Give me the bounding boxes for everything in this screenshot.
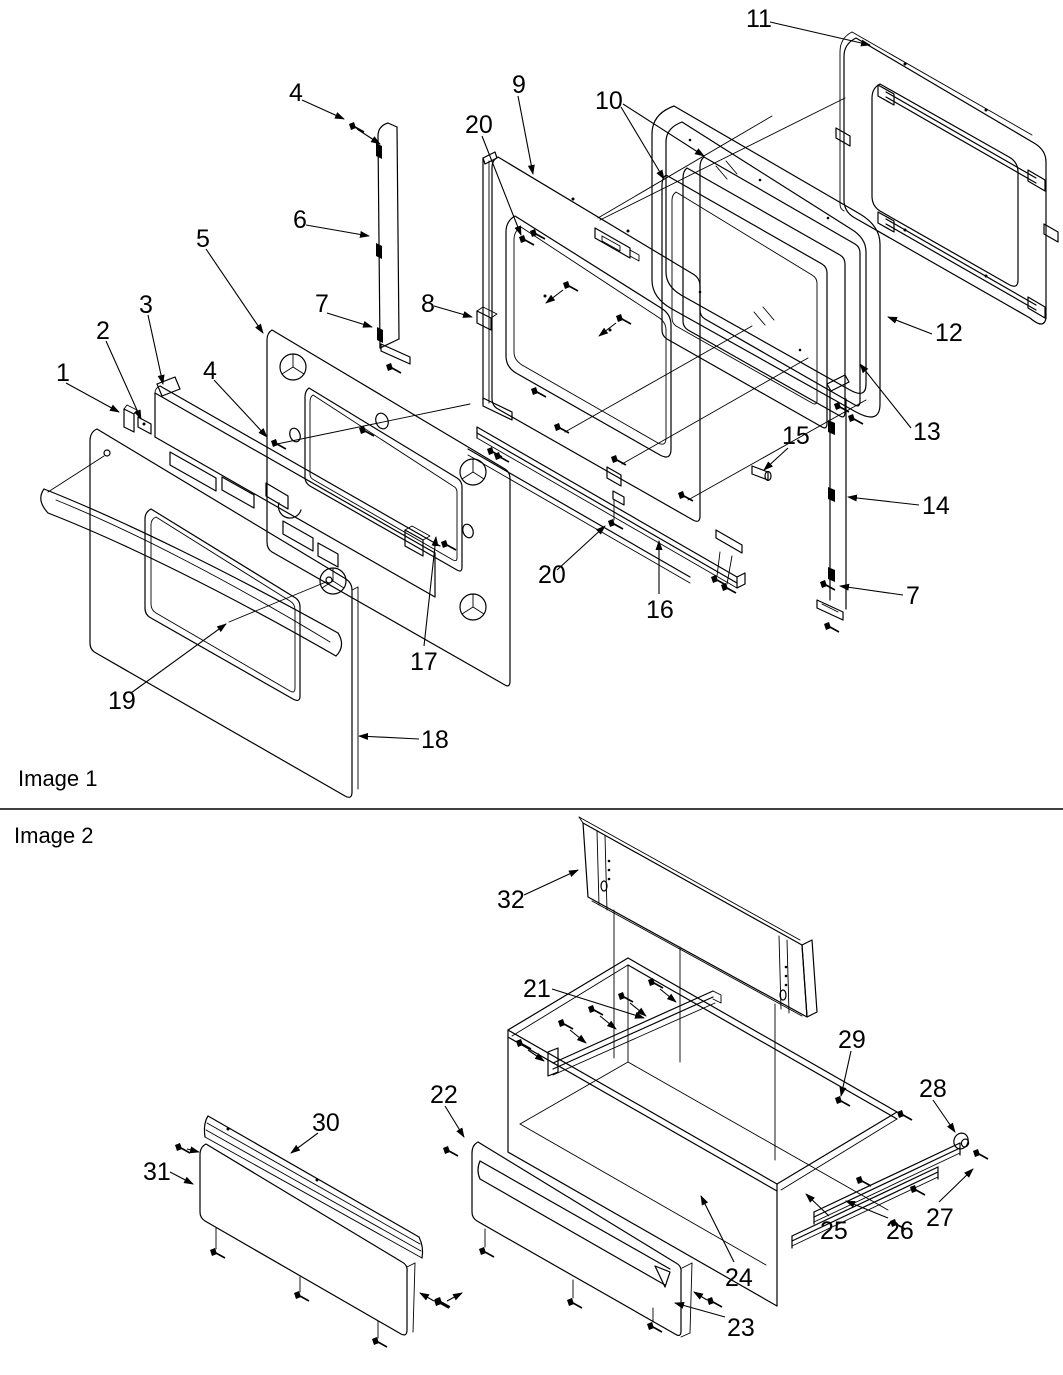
clip-part-2: [138, 417, 151, 434]
screw-icon: [820, 580, 835, 590]
drawer-body: [508, 958, 912, 1306]
outer-door-panel: [41, 429, 358, 797]
shoulder-screw-15: [752, 466, 771, 481]
screw-icon: [616, 314, 631, 324]
screw-icon: [588, 1005, 603, 1015]
alignment-lines: [277, 98, 866, 500]
drawer-front-panel: [435, 1142, 722, 1337]
oven-door-exploded-drawing: [41, 32, 1058, 797]
part-number-label: 7: [315, 290, 329, 318]
part-number-label: 9: [512, 71, 526, 99]
part-number-label: 25: [820, 1217, 848, 1245]
part-number-label: 19: [108, 687, 136, 715]
part-number-label: 29: [838, 1026, 866, 1054]
leader-line: [888, 317, 932, 334]
figure1-caption: Image 1: [18, 766, 98, 791]
part-number-label: 22: [430, 1081, 458, 1109]
door-bottom-foot: [716, 530, 742, 553]
part-number-label: 13: [913, 418, 941, 446]
leader-line: [434, 306, 472, 317]
leader-line: [359, 736, 419, 739]
part-number-label: 20: [538, 561, 566, 589]
screw-icon: [294, 1291, 309, 1301]
screw-icon: [848, 414, 863, 424]
screw-icon: [271, 439, 286, 449]
part-number-label: 31: [143, 1158, 171, 1186]
leader-line: [860, 364, 911, 428]
part-number-label: 5: [196, 225, 210, 253]
part-number-label: 20: [465, 111, 493, 139]
leader-line: [482, 136, 521, 235]
leader-line: [806, 1194, 829, 1216]
part-number-label: 11: [746, 5, 772, 33]
leader-line: [939, 1169, 973, 1202]
screw-icon: [494, 452, 509, 462]
leader-line: [148, 315, 163, 384]
part-number-label: 2: [96, 317, 110, 345]
part-number-label: 16: [646, 596, 674, 624]
inner-door-panel: [477, 152, 742, 593]
screw-icon: [707, 1297, 722, 1307]
storage-drawer-exploded-drawing: [175, 817, 988, 1347]
door-top-trim: [124, 377, 440, 597]
leader-line: [701, 1196, 734, 1262]
part-number-label: 3: [139, 291, 153, 319]
part-number-label: 27: [926, 1204, 954, 1232]
part-number-label: 30: [312, 1109, 340, 1137]
leader-line: [214, 380, 267, 437]
leader-line: [327, 313, 372, 327]
hinge-bracket-17: [405, 523, 475, 556]
part-number-label: 26: [886, 1217, 914, 1245]
screw-icon: [648, 978, 663, 988]
leader-line: [66, 383, 119, 412]
screw-icon: [372, 1337, 387, 1347]
screw-icon: [897, 1110, 912, 1120]
drawer-glide-rails: [792, 1143, 960, 1248]
part-number-label: 15: [782, 422, 810, 450]
leader-line: [170, 1172, 193, 1184]
leader-line: [840, 586, 903, 595]
part-number-label: 4: [289, 79, 303, 107]
screw-icon: [386, 363, 401, 373]
screw-icon: [479, 1247, 494, 1257]
door-latch-bracket: [595, 228, 639, 261]
screw-icon: [618, 992, 633, 1002]
leader-line: [445, 1106, 464, 1137]
door-back-frame: [836, 32, 1058, 324]
left-side-rail: [349, 122, 410, 373]
leader-line: [302, 100, 344, 119]
leader-line: [764, 448, 788, 470]
part-number-label: 12: [935, 319, 963, 347]
part-number-label: 8: [421, 290, 435, 318]
part-number-label: 7: [906, 582, 920, 610]
screw-icon: [824, 622, 839, 632]
front-panel-with-trim: [175, 1116, 449, 1347]
screw-icon: [611, 455, 626, 465]
clip-part-1: [124, 409, 134, 432]
screw-icon: [835, 1096, 850, 1106]
part-number-label: 14: [922, 492, 950, 520]
part-number-label: 17: [410, 648, 438, 676]
screw-icon: [359, 426, 374, 436]
door-gasket: [652, 106, 880, 417]
part-number-label: 28: [919, 1075, 947, 1103]
hinge-channel-left: [477, 152, 512, 420]
part-number-label: 24: [725, 1264, 753, 1292]
leader-line: [357, 129, 380, 144]
screw-icon: [434, 1298, 449, 1308]
screw-icon: [558, 1019, 573, 1029]
part-number-label: 6: [293, 206, 307, 234]
screw-icon: [567, 1298, 582, 1308]
part-number-label: 4: [203, 357, 217, 385]
part-number-label: 1: [56, 359, 70, 387]
leader-line: [524, 870, 578, 895]
part-number-label: 10: [595, 87, 623, 115]
drawer-rear-panel: [579, 817, 817, 1160]
screw-icon: [678, 491, 693, 501]
screw-icon: [973, 1149, 988, 1159]
screw-icon: [647, 1322, 662, 1332]
door-glass-panes: [662, 157, 860, 428]
leader-line: [518, 96, 533, 174]
leader-line: [848, 497, 919, 505]
screw-icon: [516, 1039, 531, 1049]
back-frame-crossbars: [836, 85, 1058, 318]
part-number-label: 21: [523, 975, 551, 1003]
door-handle: [41, 489, 342, 656]
screw-icon: [721, 583, 736, 593]
screw-icon: [554, 423, 569, 433]
leader-line: [306, 225, 369, 236]
screw-icon: [441, 540, 456, 550]
screw-icon: [856, 1176, 871, 1186]
screw-icon: [563, 281, 578, 291]
screw-icon: [519, 235, 534, 245]
part-number-label: 23: [727, 1314, 755, 1342]
door-liner-panel: [267, 330, 510, 686]
part-number-label: 18: [421, 726, 449, 754]
panel-trim-30: [204, 1116, 422, 1258]
screw-icon: [349, 122, 364, 132]
screw-icon: [210, 1248, 225, 1258]
screw-icon: [175, 1143, 190, 1153]
part-number-label: 32: [497, 886, 525, 914]
screw-icon: [443, 1146, 458, 1156]
vent-cutout: [280, 354, 306, 380]
right-side-rail: [817, 375, 863, 632]
vent-cutout: [460, 594, 486, 620]
leader-line: [206, 249, 263, 333]
leader-line: [933, 1100, 955, 1132]
figure2-caption: Image 2: [14, 823, 94, 848]
